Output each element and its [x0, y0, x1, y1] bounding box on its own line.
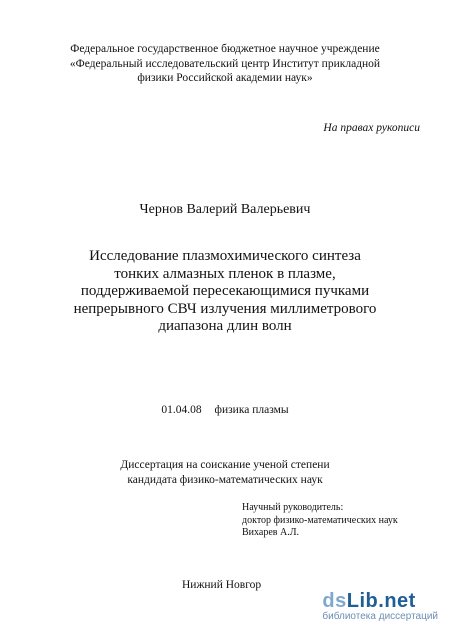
supervisor-name: Вихарев А.Л. [242, 527, 299, 538]
title-line-5: диапазона длин волн [158, 318, 292, 334]
logo-part-ds: ds [322, 590, 347, 612]
specialty-code: 01.04.08 [161, 404, 202, 416]
city-year: Нижний Новгор [182, 579, 262, 591]
title-line-3: поддерживаемой пересекающимися пучками [80, 283, 370, 299]
author-name: Чернов Валерий Валерьевич [139, 202, 311, 217]
specialty [0, 404, 450, 416]
dslib-watermark [322, 591, 438, 623]
institution-name [0, 42, 450, 86]
degree-statement [0, 458, 450, 487]
dslib-logo [322, 591, 438, 611]
degree-line-2: кандидата физико-математических наук [127, 473, 323, 486]
title-line-4: непрерывного СВЧ излучения миллиметрового [73, 300, 377, 317]
title-line-1: Исследование плазмохимического синтеза [89, 248, 361, 264]
institution-line-1: Федеральное государственное бюджетное научное учреждение [70, 43, 380, 55]
supervisor-rank: доктор физико-математических наук [242, 514, 398, 526]
supervisor-heading: Научный руководитель: [242, 502, 344, 513]
institution-line-3: физики Российской академии наук» [137, 72, 313, 84]
title-line-2: тонких алмазных пленок в плазме, [114, 265, 336, 282]
institution-line-2: «Федеральный исследовательский центр Институт прикладной [69, 57, 381, 70]
specialty-name: физика плазмы [214, 404, 289, 416]
degree-line-1: Диссертация на соискание ученой степени [120, 459, 330, 471]
dslib-tagline: библиотека диссертаций [322, 611, 438, 622]
logo-part-lib: Lib.net [346, 590, 416, 612]
manuscript-rights-note: На правах рукописи [323, 122, 420, 134]
supervisor-block [242, 502, 398, 540]
dissertation-title [0, 248, 450, 336]
